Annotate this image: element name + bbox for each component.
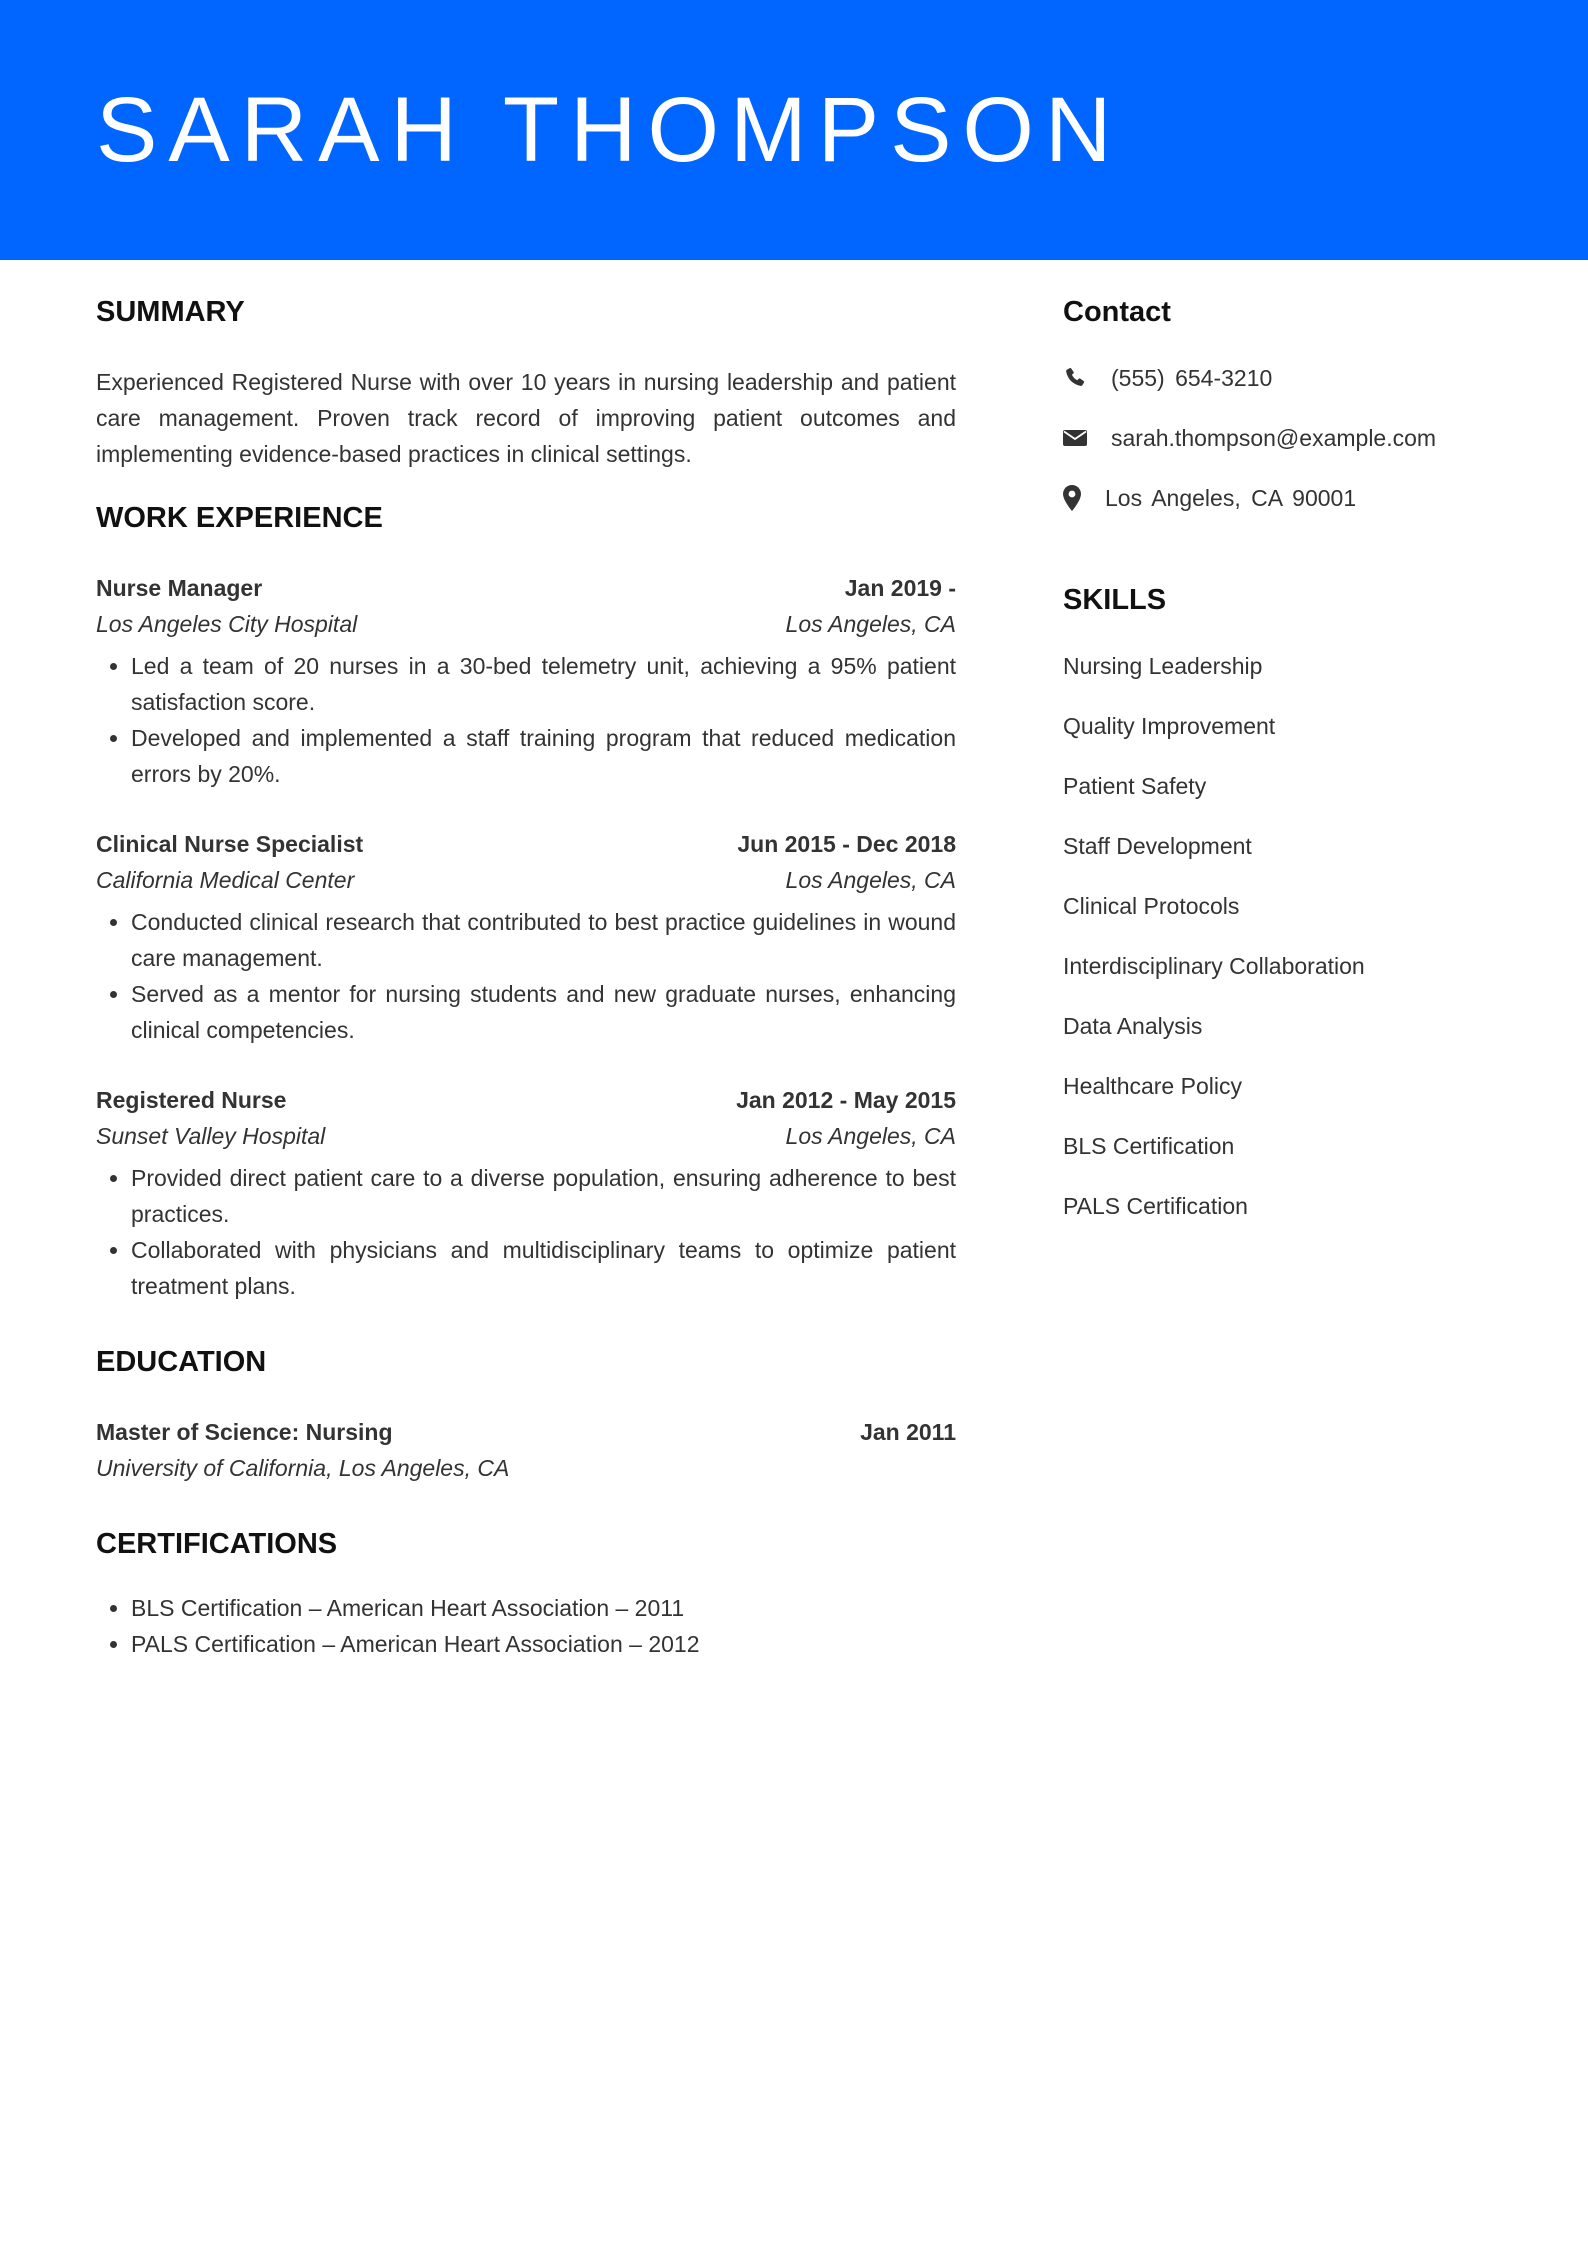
- skill-item: Staff Development: [1063, 833, 1252, 859]
- job-bullet: • Collaborated with physicians and multidisciplinary teams to optimize patient treatment plans.: [131, 1232, 956, 1304]
- job-location: Los Angeles, CA: [785, 867, 956, 893]
- certifications-list: [96, 1590, 956, 1662]
- map-pin-icon: [1063, 485, 1083, 511]
- contact-title: Contact: [1063, 296, 1171, 328]
- education-school: University of California, Los Angeles, CA: [96, 1455, 510, 1481]
- skill-item: Data Analysis: [1063, 1013, 1203, 1039]
- skill-item: Interdisciplinary Collaboration: [1063, 953, 1365, 979]
- skill-item: BLS Certification: [1063, 1133, 1235, 1159]
- job-location: Los Angeles, CA: [785, 1123, 956, 1149]
- job-bullet: • Developed and implemented a staff training program that reduced medication errors by 20%.: [131, 720, 956, 792]
- phone-text[interactable]: (555) 654-3210: [1111, 365, 1273, 391]
- job-employer: Sunset Valley Hospital: [96, 1123, 326, 1149]
- envelope-icon: [1063, 425, 1089, 451]
- skill-item: Patient Safety: [1063, 773, 1207, 799]
- job-bullet: • Provided direct patient care to a diverse population, ensuring adherence to best practices.: [131, 1160, 956, 1232]
- header-banner: [0, 0, 1588, 260]
- job-entry: [96, 570, 956, 792]
- skills-title: SKILLS: [1063, 584, 1167, 616]
- skill-item: PALS Certification: [1063, 1193, 1248, 1219]
- certification-item: • PALS Certification – American Heart Association – 2012: [131, 1626, 956, 1662]
- certifications-title: CERTIFICATIONS: [96, 1528, 338, 1560]
- job-employer: California Medical Center: [96, 867, 355, 893]
- skill-item: Clinical Protocols: [1063, 893, 1240, 919]
- skill-item: Quality Improvement: [1063, 713, 1276, 739]
- contact-email: [1063, 420, 1503, 456]
- main-column: [96, 288, 956, 1662]
- education-title: EDUCATION: [96, 1346, 267, 1378]
- skill-item: Healthcare Policy: [1063, 1073, 1242, 1099]
- education-entry: [96, 1414, 956, 1486]
- location-text: Los Angeles, CA 90001: [1105, 485, 1357, 511]
- contact-location: [1063, 480, 1503, 516]
- education-date: Jan 2011: [860, 1419, 956, 1445]
- job-dates: Jan 2019 -: [844, 575, 956, 601]
- skill-item: Nursing Leadership: [1063, 653, 1263, 679]
- phone-icon: [1063, 365, 1089, 391]
- job-location: Los Angeles, CA: [785, 611, 956, 637]
- job-dates: Jan 2012 - May 2015: [736, 1087, 956, 1113]
- summary-text: Experienced Registered Nurse with over 10 years in nursing leadership and patient care management. Proven track record of improving patient outcomes and implementing evidence-based practices in clinical settings.: [96, 369, 956, 467]
- job-entry: [96, 826, 956, 1048]
- certification-item: • BLS Certification – American Heart Association – 2011: [131, 1590, 956, 1626]
- skills-list: [1063, 648, 1503, 1224]
- job-bullets: [96, 904, 956, 1048]
- job-bullet: • Served as a mentor for nursing students and new graduate nurses, enhancing clinical competencies.: [131, 976, 956, 1048]
- job-bullets: [96, 1160, 956, 1304]
- job-entry: [96, 1082, 956, 1304]
- job-bullet: • Conducted clinical research that contributed to best practice guidelines in wound care management.: [131, 904, 956, 976]
- email-text[interactable]: sarah.thompson@example.com: [1111, 425, 1437, 451]
- job-role: Clinical Nurse Specialist: [96, 831, 364, 857]
- work-experience-title: WORK EXPERIENCE: [96, 502, 383, 534]
- sidebar: [1063, 288, 1503, 1248]
- job-employer: Los Angeles City Hospital: [96, 611, 358, 637]
- education-degree: Master of Science: Nursing: [96, 1419, 393, 1445]
- job-bullets: [96, 648, 956, 792]
- job-role: Registered Nurse: [96, 1087, 287, 1113]
- summary-title: SUMMARY: [96, 296, 245, 328]
- contact-phone: [1063, 360, 1503, 396]
- candidate-name: SARAH THOMPSON: [96, 79, 1123, 181]
- job-role: Nurse Manager: [96, 575, 263, 601]
- job-dates: Jun 2015 - Dec 2018: [737, 831, 956, 857]
- job-bullet: • Led a team of 20 nurses in a 30-bed telemetry unit, achieving a 95% patient satisfaction score.: [131, 648, 956, 720]
